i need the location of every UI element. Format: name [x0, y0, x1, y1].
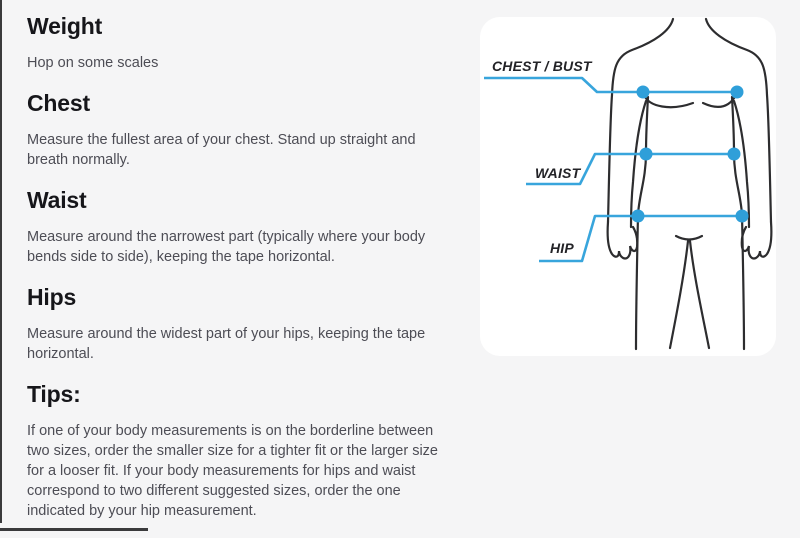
waist-right-point — [728, 148, 741, 161]
body-outline — [608, 19, 772, 349]
hip-right-point — [736, 210, 749, 223]
waist-description: Measure around the narrowest part (typically where your body bends side to side), keeping the tape horizontal. — [27, 229, 426, 265]
chest-heading: Chest — [27, 90, 90, 116]
body-measurement-diagram-card — [480, 17, 776, 356]
chest-left-point — [637, 86, 650, 99]
tips-description: If one of your body measurements is on the borderline between two sizes, order the smaller size for a tighter fit or the larger size for a looser fit. If your body measurements for hips and waist correspond to two different suggested sizes, order the one indicated by your hip measurement. — [27, 423, 438, 519]
section-weight — [27, 13, 457, 73]
measurement-lines — [484, 78, 742, 261]
section-chest — [27, 90, 457, 170]
section-waist — [27, 187, 457, 267]
chest-description: Measure the fullest area of your chest. Stand up straight and breath normally. — [27, 132, 416, 168]
measurement-instructions — [27, 13, 457, 538]
weight-heading: Weight — [27, 13, 103, 39]
chest-measure-line — [484, 78, 737, 92]
hips-heading: Hips — [27, 284, 77, 310]
section-tips — [27, 381, 457, 521]
waist-label: WAIST — [535, 165, 581, 181]
hips-description: Measure around the widest part of your hips, keeping the tape horizontal. — [27, 326, 426, 362]
chest-bust-label: CHEST / BUST — [492, 58, 592, 74]
weight-description: Hop on some scales — [27, 55, 159, 71]
waist-heading: Waist — [27, 187, 87, 213]
hip-left-point — [632, 210, 645, 223]
waist-left-point — [640, 148, 653, 161]
hip-label: HIP — [550, 240, 574, 256]
left-edge-border — [0, 0, 2, 523]
section-hips — [27, 284, 457, 364]
chest-right-point — [731, 86, 744, 99]
tips-heading: Tips: — [27, 381, 81, 407]
